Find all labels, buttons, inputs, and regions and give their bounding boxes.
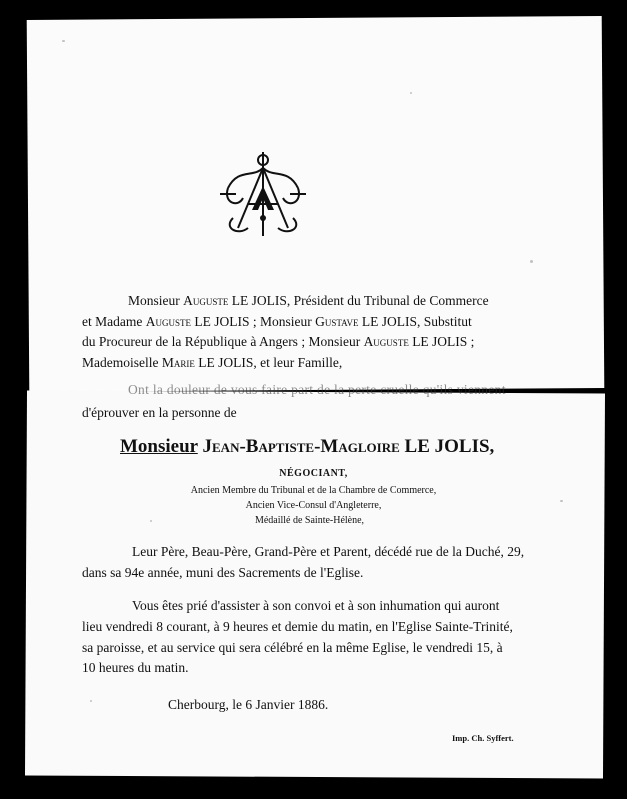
experience-line: d'éprouver en la personne de: [82, 405, 237, 420]
place-date: Cherbourg, le 6 Janvier 1886.: [168, 697, 329, 712]
honorific: Monsieur: [120, 436, 198, 457]
relation-line-2: dans sa 94e année, muni des Sacrements de l'Eglise.: [82, 565, 364, 580]
printer-credit: Imp. Ch. Syffert.: [452, 733, 514, 743]
given-names: Jean-Baptiste-Magloire: [202, 436, 400, 457]
title-2: Ancien Vice-Consul d'Angleterre,: [245, 500, 382, 511]
title-1: Ancien Membre du Tribunal et de la Chambre de Commerce,: [190, 485, 437, 496]
invitation-line-4: 10 heures du matin.: [82, 660, 189, 675]
torn-line: Ont la douleur de vous faire part de la perte cruelle qu'ils viennent: [128, 382, 506, 397]
invitation-line-1: Vous êtes prié d'assister à son convoi et à son inhumation qui auront: [132, 598, 500, 613]
title-3: Médaillé de Sainte-Hélène,: [254, 515, 365, 526]
family-line-4: Mademoiselle Marie LE JOLIS, et leur Famille,: [82, 355, 343, 370]
family-line-2: et Madame Auguste LE JOLIS ; Monsieur Gustave LE JOLIS, Substitut: [82, 314, 472, 329]
invitation-line-2: lieu vendredi 8 courant, à 9 heures et demie du matin, en l'Eglise Sainte-Trinité,: [82, 619, 513, 634]
family-line-3: du Procureur de la République à Angers ; Monsieur Auguste LE JOLIS ;: [82, 334, 475, 349]
ornate-monogram-icon: [218, 148, 308, 240]
surname: LE JOLIS,: [404, 436, 495, 457]
profession: NÉGOCIANT,: [279, 468, 348, 479]
relation-line-1: Leur Père, Beau-Père, Grand-Père et Parent, décédé rue de la Duché, 29,: [132, 544, 525, 559]
deceased-name: [120, 436, 494, 458]
family-line-1: Monsieur Auguste LE JOLIS, Président du Tribunal de Commerce: [128, 293, 489, 308]
invitation-line-3: sa paroisse, et au service qui sera célébré en la même Eglise, le vendredi 15, à: [82, 640, 503, 655]
